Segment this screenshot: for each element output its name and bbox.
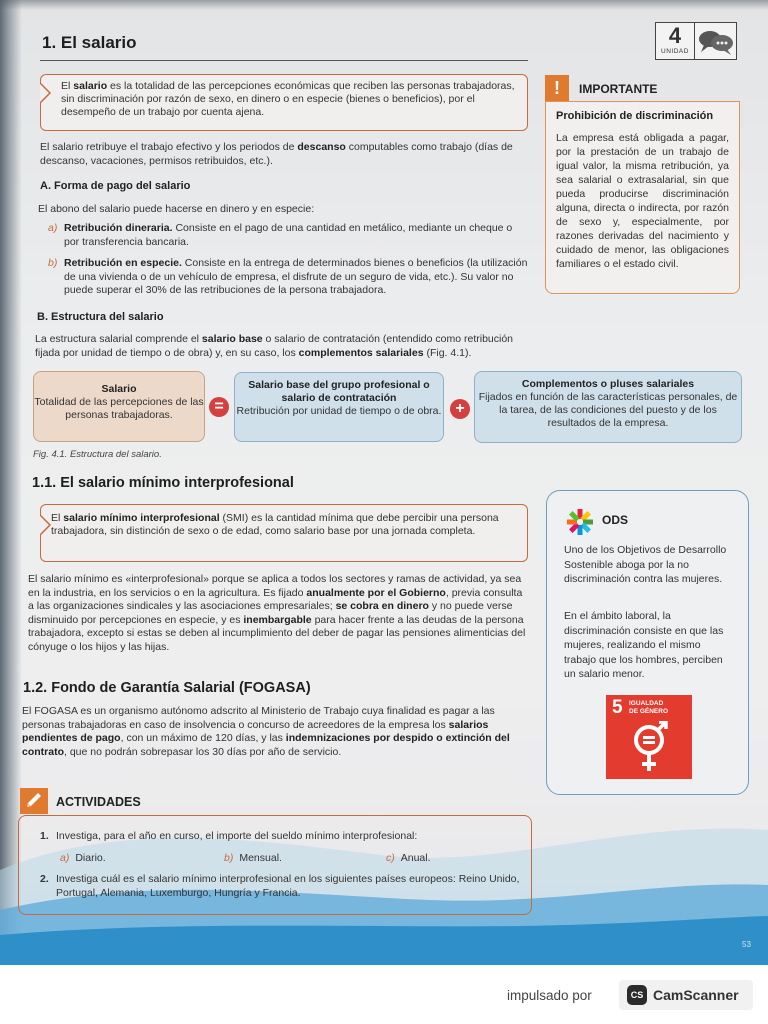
text-run: , que no podrán sobrepasar los 30 días por año de servicio. (64, 745, 342, 758)
diagram-box-complementos (474, 371, 742, 443)
definition-text: es la totalidad de las percepciones económicas que reciben las personas trabajadoras, sin discriminación por razón de sexo, en dinero o en especie (bienes o beneficios), por el desempeño de un trabajo por cuenta ajena. (61, 80, 515, 118)
unit-badge (655, 22, 695, 60)
chat-bubbles-icon (695, 22, 737, 60)
salary-definition-box (40, 74, 528, 131)
list-item-term: Retribución en especie. (64, 257, 182, 269)
diagram-box-title: Salario base del grupo profesional o salario de contratación (248, 379, 430, 404)
activity-text: Investiga cuál es el salario mínimo interprofesional en los siguientes países europeos: Reino Unido, Portugal, Alemania, Luxemburgo, Hungría y Francia. (56, 873, 520, 899)
important-text: La empresa está obligada a pagar, por la prestación de un trabajo de igual valor, la misma retribución, ya sea salarial o extrasalarial, sin que pueda producirse discriminación alguna, directa o indirecta, por razón de sexo y, especialmente, por razones derivadas del nacimiento y cuidado de menor, las obligaciones familiares o el estado civil. (556, 132, 729, 270)
unit-number: 4 (668, 23, 682, 48)
diagram-box-text: Totalidad de las percepciones de las personas trabajadoras. (34, 396, 204, 421)
definition-text: El (61, 80, 74, 92)
page-title: 1. El salario (42, 33, 137, 52)
text-run: computables como trabajo (días de descanso, vacaciones, permisos retribuidos, etc.). (40, 141, 513, 167)
text-run: o salario de contratación (entendido como retribución fijada por unidad de tiempo o de obra) y, en su caso, los (35, 333, 514, 359)
important-subtitle: Prohibición de discriminación (556, 110, 714, 122)
subheading-estructura: B. Estructura del salario (37, 311, 164, 323)
paragraph-smi (28, 573, 531, 654)
subheading-forma-pago: A. Forma de pago del salario (40, 180, 191, 192)
paragraph-retribuye (40, 141, 530, 168)
text-run: , con un máximo de 120 días, y las (120, 732, 286, 744)
unit-label: UNIDAD (661, 48, 689, 55)
ods-paragraph: Uno de los Objetivos de Desarrollo Sostenible aboga por la no discriminación contra las mujeres. (564, 544, 727, 585)
text-run: , previa consulta a las organizaciones sindicales y las asociaciones empresariales; (28, 586, 523, 612)
activity-item (40, 830, 525, 844)
section-heading-smi: 1.1. El salario mínimo interprofesional (32, 475, 294, 491)
text-run: El FOGASA es un organismo autónomo adscrito al Ministerio de Trabajo cuya finalidad es pagar a las personas trabajadoras en caso de insolvencia o concurso de acreedores de la empresa los (22, 705, 495, 731)
camscanner-name: CamScanner (653, 987, 739, 1003)
option-text: Mensual. (239, 852, 282, 864)
sdg-label-line: DE GÉNERO (629, 708, 669, 715)
text-run: El salario retribuye el trabajo efectivo y los periodos de (40, 141, 298, 153)
sdg5-gender-equality-card (606, 695, 692, 779)
definition-term: salario (73, 80, 108, 92)
bold-run: indemnizaciones por despido o extinción del contrato (22, 732, 510, 758)
list-item-text: Consiste en el pago de una cantidad en metálico, mediante un cheque o por transferencia bancaria. (64, 222, 513, 248)
option-text: Diario. (75, 852, 106, 864)
page-number: 53 (742, 940, 751, 949)
equals-icon: = (209, 397, 229, 417)
diagram-box-text: Fijados en función de las características personales, de la tarea, de las condiciones del puesto y de los resultados de la empresa. (478, 391, 738, 429)
paragraph-abono: El abono del salario puede hacerse en dinero y en especie: (38, 203, 315, 215)
text-run: (Fig. 4.1). (423, 346, 472, 359)
ods-paragraph: En el ámbito laboral, la discriminación consiste en que las mujeres, realizando el mismo trabajo que los hombres, perciben un salario menor. (564, 610, 724, 680)
bold-run: complementos salariales (298, 346, 424, 359)
text-run: La estructura salarial comprende el (35, 333, 202, 345)
diagram-box-title: Complementos o pluses salariales (521, 378, 695, 390)
diagram-box-text: Retribución por unidad de tiempo o de obra. (236, 405, 442, 417)
important-title: IMPORTANTE (579, 82, 658, 96)
section-heading-fogasa: 1.2. Fondo de Garantía Salarial (FOGASA) (23, 680, 311, 696)
option-letter: a) (60, 852, 70, 864)
option-text: Anual. (400, 852, 431, 864)
pencil-icon (20, 788, 48, 814)
activity-number: 2. (40, 873, 49, 885)
plus-icon: + (450, 399, 470, 419)
option-letter: c) (386, 852, 395, 864)
bold-run: anualmente por el Gobierno (306, 586, 446, 599)
paragraph-estructura (35, 333, 531, 360)
activity-option (386, 852, 431, 866)
box-notch-icon (40, 515, 52, 535)
powered-by-label: impulsado por (507, 988, 592, 1003)
text-run: (SMI) es la cantidad mínima que debe percibir una persona trabajadora, sin distinción de sexo o de edad, como salario base por una jornada completa. (51, 512, 499, 537)
activities-title: ACTIVIDADES (56, 795, 141, 809)
diagram-box-salario-base (234, 372, 444, 442)
ods-title: ODS (602, 513, 629, 527)
bold-run: descanso (297, 141, 346, 153)
activity-item (40, 873, 525, 900)
bold-run: salario base (201, 333, 263, 345)
box-notch-icon (40, 83, 52, 103)
sdg-label (629, 700, 668, 716)
text-run: El (51, 512, 64, 524)
sdg-label-line: IGUALDAD (629, 700, 664, 707)
list-item-retribucion-especie (48, 257, 530, 298)
figure-caption: Fig. 4.1. Estructura del salario. (33, 449, 162, 460)
text-run: para hacer frente a las deudas de la persona trabajadora, excepto si estas se deben al incumplimiento del deber de pagar las pensiones alimenticias del cónyuge o los hijos y las hijas. (28, 613, 526, 653)
diagram-box-salario (33, 371, 205, 442)
exclamation-icon: ! (545, 75, 569, 101)
paragraph-fogasa (22, 705, 532, 759)
activity-option (224, 852, 282, 866)
gender-equality-icon (629, 721, 669, 777)
list-item-text: Consiste en la entrega de determinados bienes o beneficios (la utilización de una vivienda o de un vehículo de empresa, el disfrute de un seguro de vida, etc.). Su valor no puede superar el 30% de las retribuciones de la persona trabajadora. (64, 257, 528, 296)
important-box (545, 101, 740, 294)
list-letter: b) (48, 257, 58, 269)
bold-run: se cobra en dinero (335, 600, 429, 612)
bold-run: inembargable (243, 613, 312, 626)
list-item-term: Retribución dineraria. (64, 222, 173, 234)
sdg-wheel-icon (566, 508, 594, 536)
diagram-box-title: Salario (101, 383, 137, 395)
sdg-number: 5 (612, 697, 623, 718)
text-run: El salario mínimo es «interprofesional» porque se aplica a todos los sectores y ramas de actividad, ya sea en la industria, en los servicios o en la agricultura. Es fijado (28, 573, 522, 599)
option-letter: b) (224, 852, 234, 864)
bold-run: salarios pendientes de pago (22, 718, 489, 744)
activity-number: 1. (40, 830, 49, 842)
list-letter: a) (48, 222, 58, 234)
list-item-retribucion-dineraria (48, 222, 530, 249)
title-divider (40, 60, 528, 61)
camscanner-logo-icon: CS (627, 985, 647, 1005)
smi-definition-box (40, 504, 528, 562)
activity-text: Investiga, para el año en curso, el importe del sueldo mínimo interprofesional: (56, 830, 418, 842)
page-top-shadow (0, 0, 768, 10)
definition-term: salario mínimo interprofesional (63, 512, 220, 524)
text-run: y no puede verse disminuido por percepciones en especie, y es (28, 600, 513, 626)
activity-option (60, 852, 106, 866)
